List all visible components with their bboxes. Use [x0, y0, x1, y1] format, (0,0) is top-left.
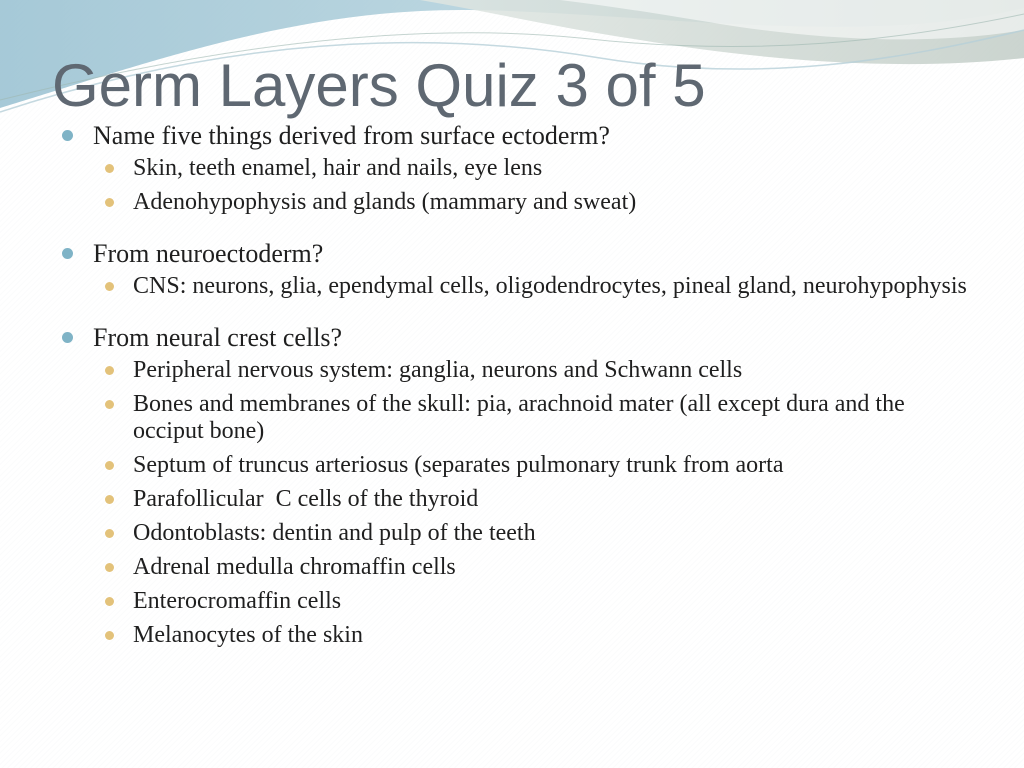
question-item — [62, 120, 972, 152]
question-text: Name five things derived from surface ectoderm? — [93, 121, 610, 150]
level2-bullet-icon — [105, 198, 114, 207]
level2-bullet-icon — [105, 529, 114, 538]
level1-bullet-icon — [62, 332, 73, 343]
level2-bullet-icon — [105, 164, 114, 173]
answer-text: Adrenal medulla chromaffin cells — [133, 554, 456, 580]
question-text: From neuroectoderm? — [93, 239, 324, 268]
question-text: From neural crest cells? — [93, 323, 343, 352]
answer-item — [103, 273, 972, 300]
answer-item — [103, 357, 972, 384]
level2-bullet-icon — [105, 400, 114, 409]
level2-bullet-icon — [105, 461, 114, 470]
answer-list — [62, 357, 972, 649]
level1-bullet-icon — [62, 248, 73, 259]
section-neuroectoderm — [62, 238, 972, 300]
answer-text: CNS: neurons, glia, ependymal cells, oligodendrocytes, pineal gland, neurohypophysis — [133, 273, 967, 299]
answer-item — [103, 452, 972, 479]
answer-text: Bones and membranes of the skull: pia, arachnoid mater (all except dura and the occiput bone) — [133, 391, 911, 444]
answer-text: Peripheral nervous system: ganglia, neurons and Schwann cells — [133, 357, 743, 383]
answer-list — [62, 273, 972, 300]
level2-bullet-icon — [105, 495, 114, 504]
answer-item — [103, 554, 972, 581]
slide-title: Germ Layers Quiz 3 of 5 — [52, 52, 706, 119]
answer-item — [103, 588, 972, 615]
question-item — [62, 238, 972, 270]
level2-bullet-icon — [105, 366, 114, 375]
level2-bullet-icon — [105, 631, 114, 640]
answer-text: Skin, teeth enamel, hair and nails, eye lens — [133, 155, 543, 181]
answer-text: Enterocromaffin cells — [133, 588, 342, 614]
level2-bullet-icon — [105, 563, 114, 572]
question-item — [62, 322, 972, 354]
answer-item — [103, 155, 972, 182]
answer-item — [103, 520, 972, 547]
answer-item — [103, 189, 972, 216]
answer-text: Septum of truncus arteriosus (separates pulmonary trunk from aorta — [133, 452, 784, 478]
level2-bullet-icon — [105, 282, 114, 291]
answer-text: Parafollicular C cells of the thyroid — [133, 486, 479, 512]
answer-item — [103, 391, 972, 445]
section-neural-crest — [62, 322, 972, 649]
level2-bullet-icon — [105, 597, 114, 606]
answer-text: Adenohypophysis and glands (mammary and sweat) — [133, 189, 637, 215]
answer-item — [103, 486, 972, 513]
answer-list — [62, 155, 972, 216]
answer-text: Odontoblasts: dentin and pulp of the teeth — [133, 520, 536, 546]
section-surface-ectoderm — [62, 120, 972, 216]
answer-item — [103, 622, 972, 649]
slide-content — [62, 120, 972, 671]
answer-text: Melanocytes of the skin — [133, 622, 363, 648]
level1-bullet-icon — [62, 130, 73, 141]
